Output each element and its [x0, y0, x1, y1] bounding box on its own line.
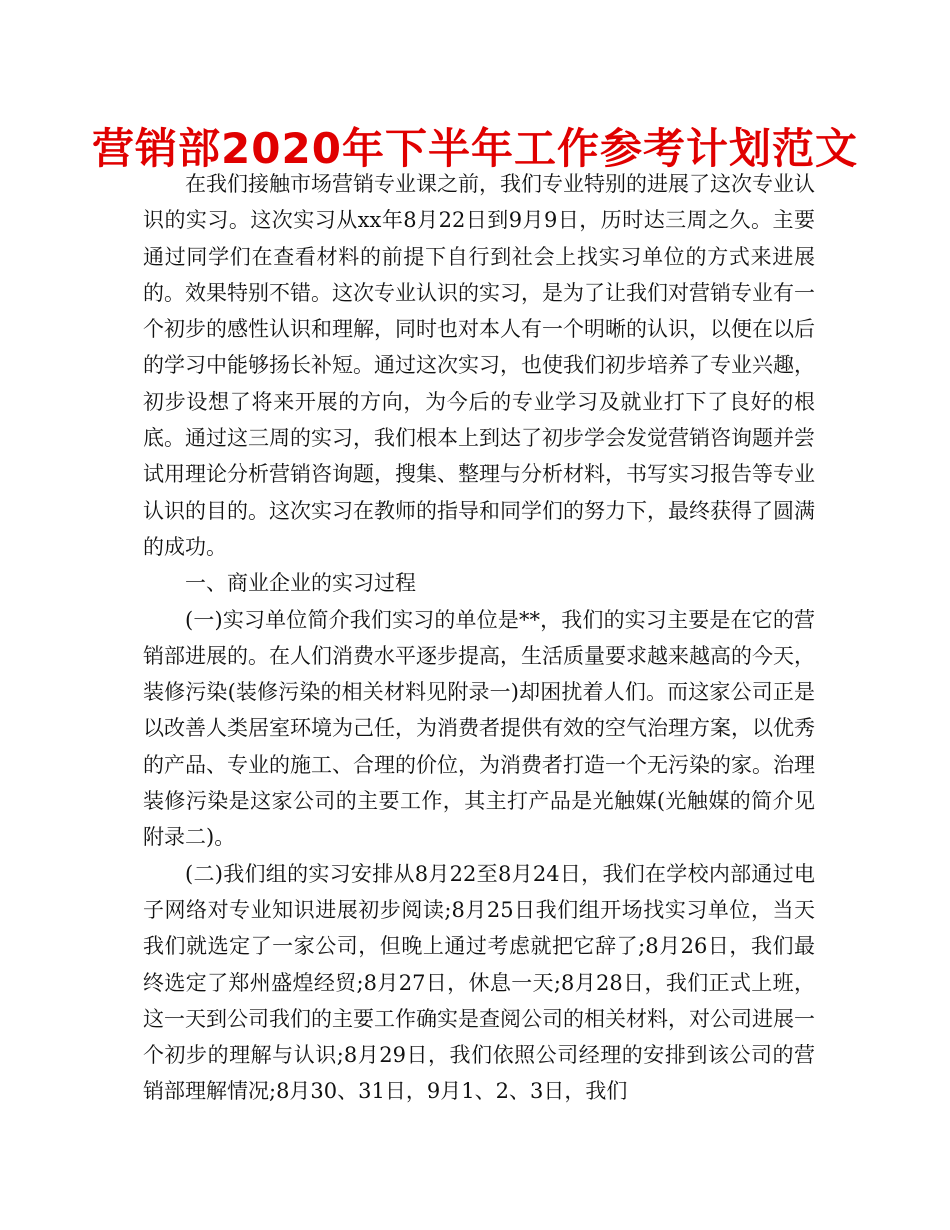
- section-heading: 一、商业企业的实习过程: [185, 571, 416, 596]
- document-title: 营销部2020年下半年工作参考计划范文: [92, 124, 858, 173]
- paragraph-schedule: (二)我们组的实习安排从8月22至8月24日，我们在学校内部通过电子网络对专业知识进展初步阅读;8月25日我们组开场找实习单位，当天我们就选定了一家公司，但晚上通过考虑就把它辞了;8月26日，我们最终选定了郑州盛煌经贸;8月27日，休息一天;8月28日，我们正式上班，这一天到公司我们的主要工作确实是查阅公司的相关材料，对公司进展一个初步的理解与认识;8月29日，我们依照公司经理的安排到该公司的营销部理解情况;8月30、31日，9月1、2、3日，我们: [143, 861, 815, 1104]
- paragraph-intro: 在我们接触市场营销专业课之前，我们专业特别的进展了这次专业认识的实习。这次实习从xx年8月22日到9月9日，历时达三周之久。主要通过同学们在查看材料的前提下自行到社会上找实习单位的方式来进展的。效果特别不错。这次专业认识的实习，是为了让我们对营销专业有一个初步的感性认识和理解，同时也对本人有一个明晰的认识，以便在以后的学习中能够扬长补短。通过这次实习，也使我们初步培养了专业兴趣，初步设想了将来开展的方向，为今后的专业学习及就业打下了良好的根底。通过这三周的实习，我们根本上到达了初步学会发觉营销咨询题并尝试用理论分析营销咨询题，搜集、整理与分析材料，书写实习报告等专业认识的目的。这次实习在教师的指导和同学们的努力下，最终获得了圆满的成功。: [143, 172, 815, 559]
- document-body: [143, 166, 815, 1110]
- paragraph-company-intro: (一)实习单位简介我们实习的单位是**，我们的实习主要是在它的营销部进展的。在人们消费水平逐步提高，生活质量要求越来越高的今天，装修污染(装修污染的相关材料见附录一)却困扰着人们。而这家公司正是以改善人类居室环境为己任，为消费者提供有效的空气治理方案，以优秀的产品、专业的施工、合理的价位，为消费者打造一个无污染的家。治理装修污染是这家公司的主要工作，其主打产品是光触媒(光触媒的简介见附录二)。: [143, 607, 815, 850]
